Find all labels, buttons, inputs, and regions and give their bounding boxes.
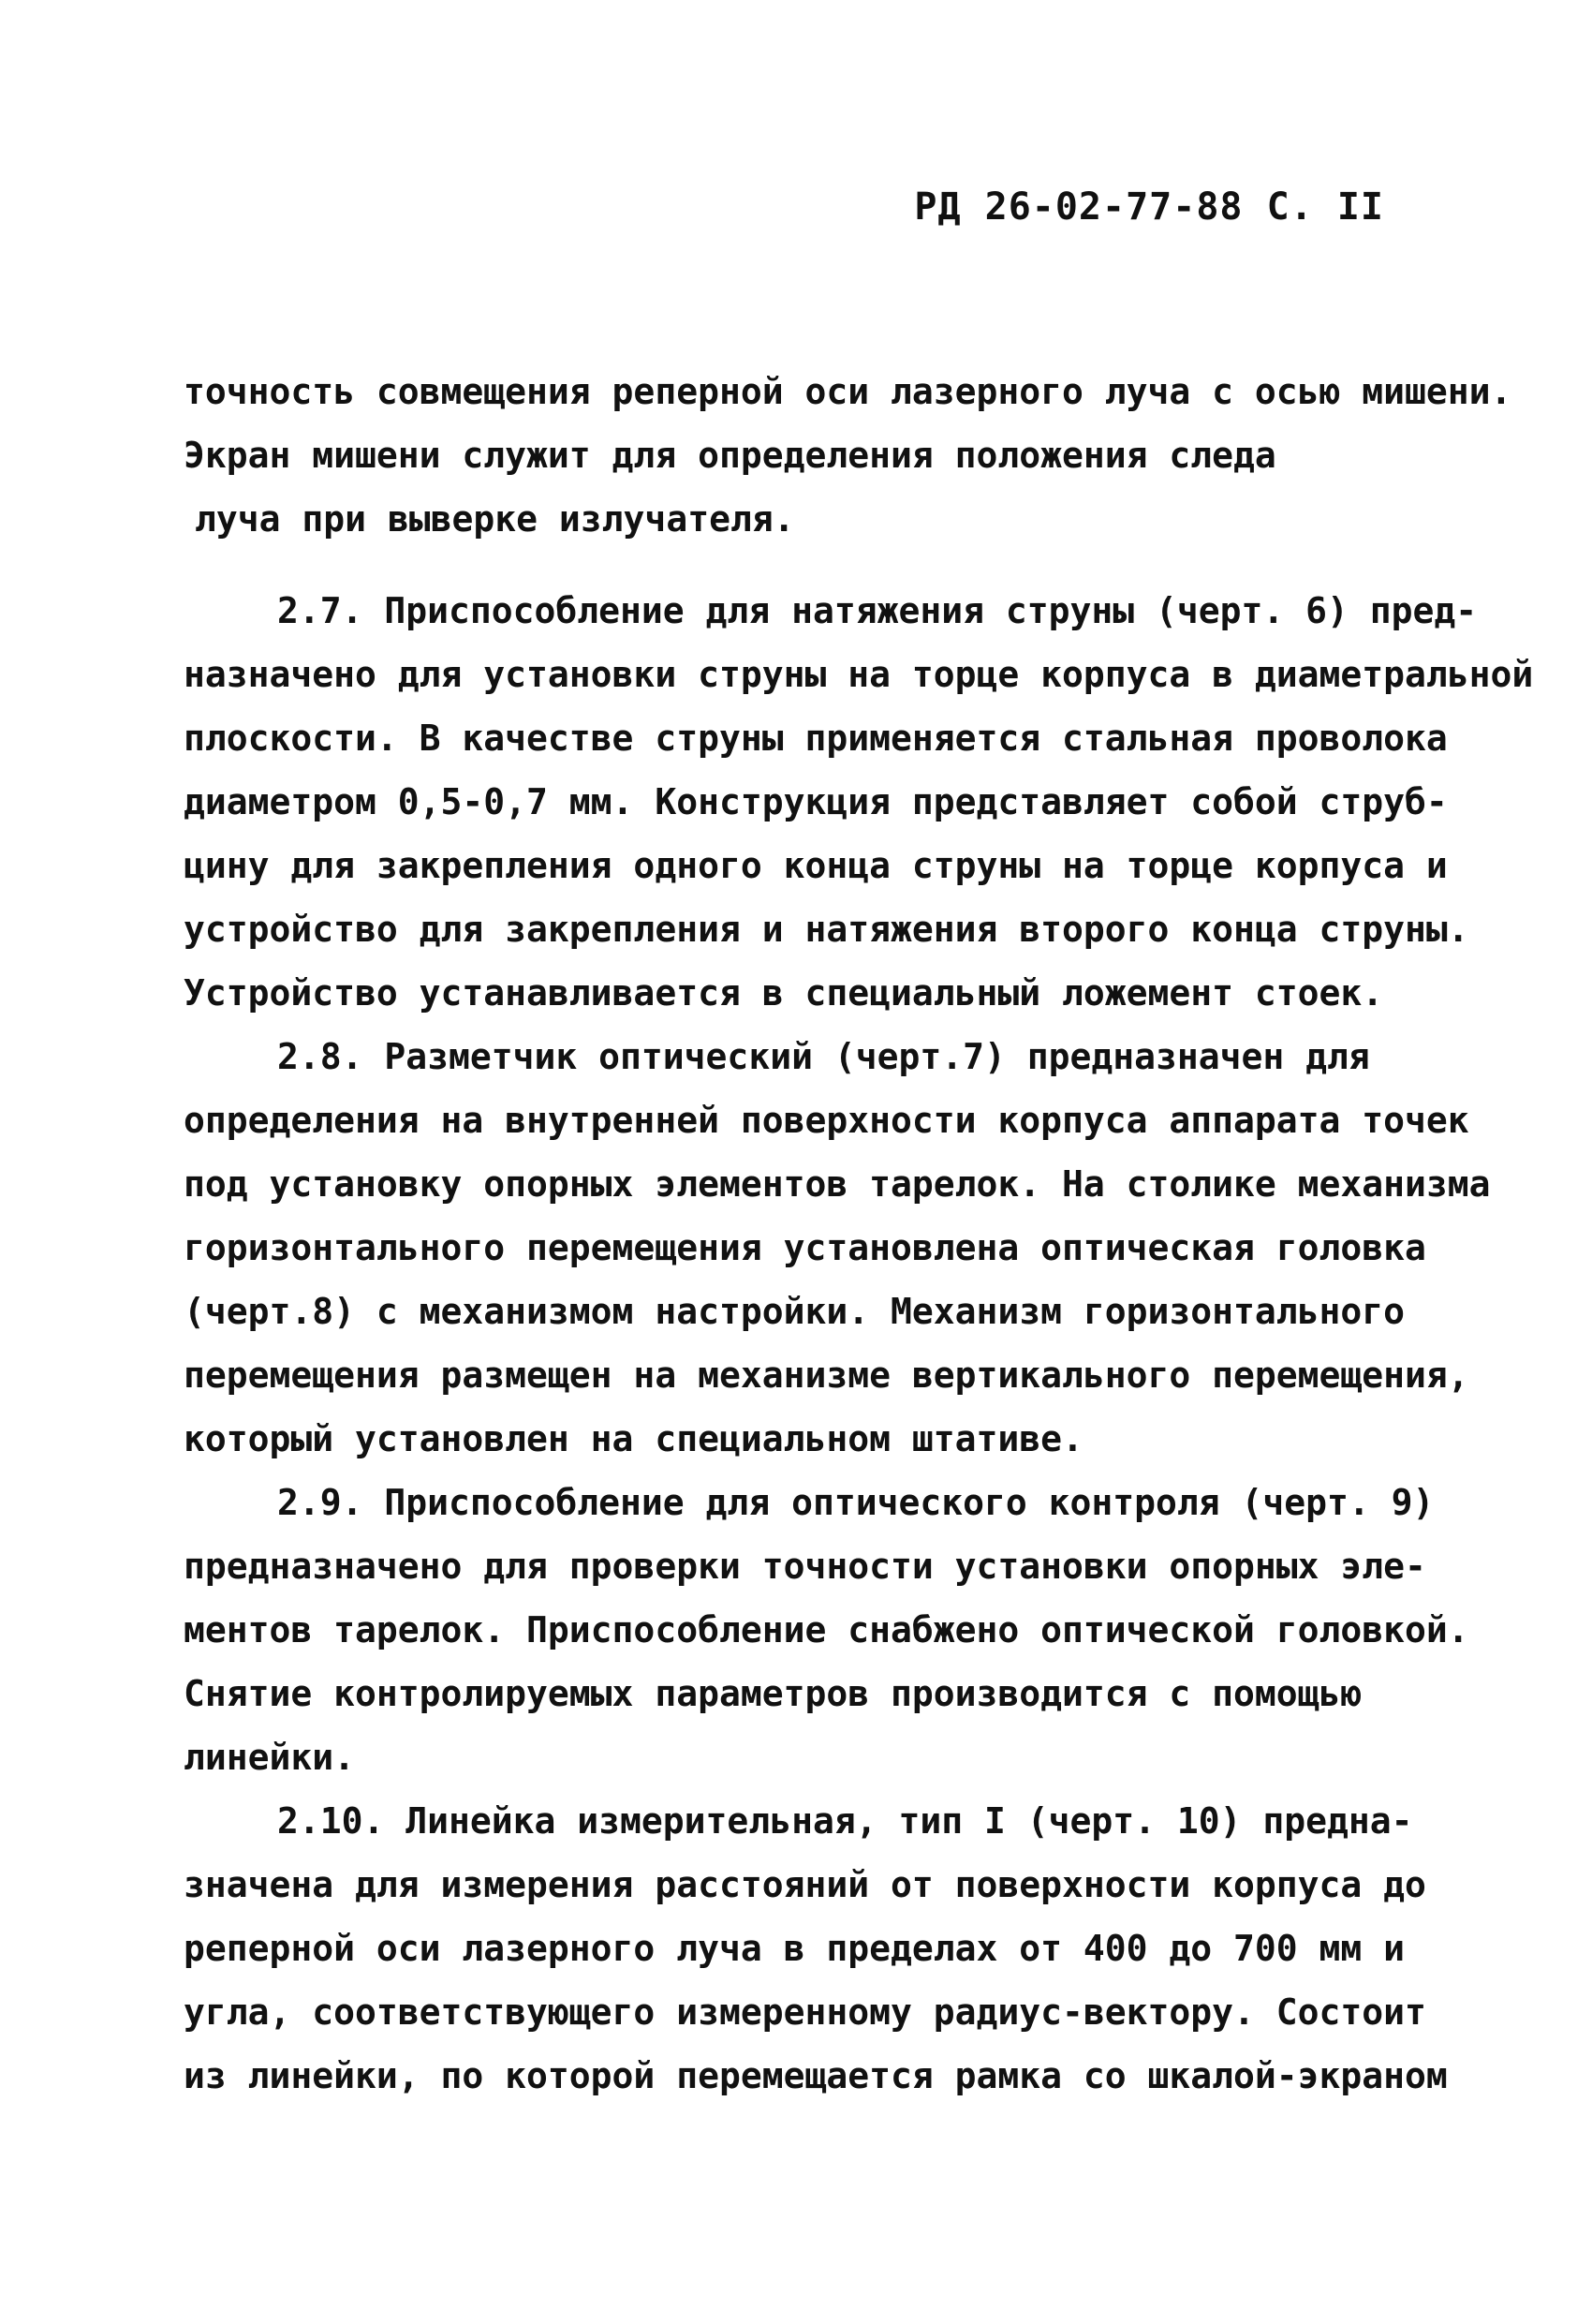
paragraph-2-7 <box>184 579 1534 1025</box>
text-line: устройство для закрепления и натяжения второго конца струны. <box>184 909 1469 950</box>
text-line: который установлен на специальном штативе. <box>184 1418 1083 1459</box>
text-line: цину для закрепления одного конца струны на торце корпуса и <box>184 845 1448 886</box>
text-line: Экран мишени служит для определения положения следа <box>184 435 1276 476</box>
text-line: диаметром 0,5-0,7 мм. Конструкция представляет собой струб- <box>184 781 1448 822</box>
text-line: 2.7. Приспособление для натяжения струны (черт. 6) пред- <box>277 590 1478 631</box>
text-line: определения на внутренней поверхности корпуса аппарата точек <box>184 1100 1469 1141</box>
document-body <box>184 360 1534 2108</box>
text-line: Снятие контролируемых параметров производится с помощью <box>184 1673 1363 1714</box>
text-line: угла, соответствующего измеренному радиус-вектору. Состоит <box>184 1991 1426 2033</box>
text-line: плоскости. В качестве струны применяется стальная проволока <box>184 718 1448 759</box>
text-line: 2.10. Линейка измерительная, тип I (черт. 10) предна- <box>277 1800 1413 1842</box>
text-line: предназначено для проверки точности установки опорных эле- <box>184 1546 1426 1587</box>
text-line: под установку опорных элементов тарелок. На столике механизма <box>184 1163 1491 1205</box>
text-line: 2.8. Разметчик оптический (черт.7) предназначен для <box>277 1036 1370 1077</box>
document-header: РД 26-02-77-88 С. II <box>914 185 1384 229</box>
text-line: ментов тарелок. Приспособление снабжено оптической головкой. <box>184 1609 1469 1650</box>
text-line: значена для измерения расстояний от поверхности корпуса до <box>184 1864 1426 1905</box>
paragraph-2-9 <box>184 1471 1469 1789</box>
text-line: горизонтального перемещения установлена оптическая головка <box>184 1227 1426 1268</box>
text-line: луча при выверке излучателя. <box>195 498 795 540</box>
text-line: точность совмещения реперной оси лазерного луча с осью мишени. <box>184 371 1512 412</box>
text-line: линейки. <box>184 1737 356 1778</box>
text-line: (черт.8) с механизмом настройки. Механизм горизонтального <box>184 1291 1406 1332</box>
text-line: реперной оси лазерного луча в пределах от 400 до 700 мм и <box>184 1928 1406 1969</box>
paragraph-2-10 <box>184 1789 1448 2108</box>
text-line: перемещения размещен на механизме вертикального перемещения, <box>184 1354 1469 1396</box>
text-line: Устройство устанавливается в специальный ложемент стоек. <box>184 972 1384 1014</box>
text-line: 2.9. Приспособление для оптического контроля (черт. 9) <box>277 1482 1435 1523</box>
paragraph-2-8 <box>184 1025 1491 1471</box>
text-line: назначено для установки струны на торце корпуса в диаметральной <box>184 654 1534 695</box>
paragraph-continuation <box>184 360 1512 551</box>
text-line: из линейки, по которой перемещается рамка со шкалой-экраном <box>184 2055 1448 2096</box>
